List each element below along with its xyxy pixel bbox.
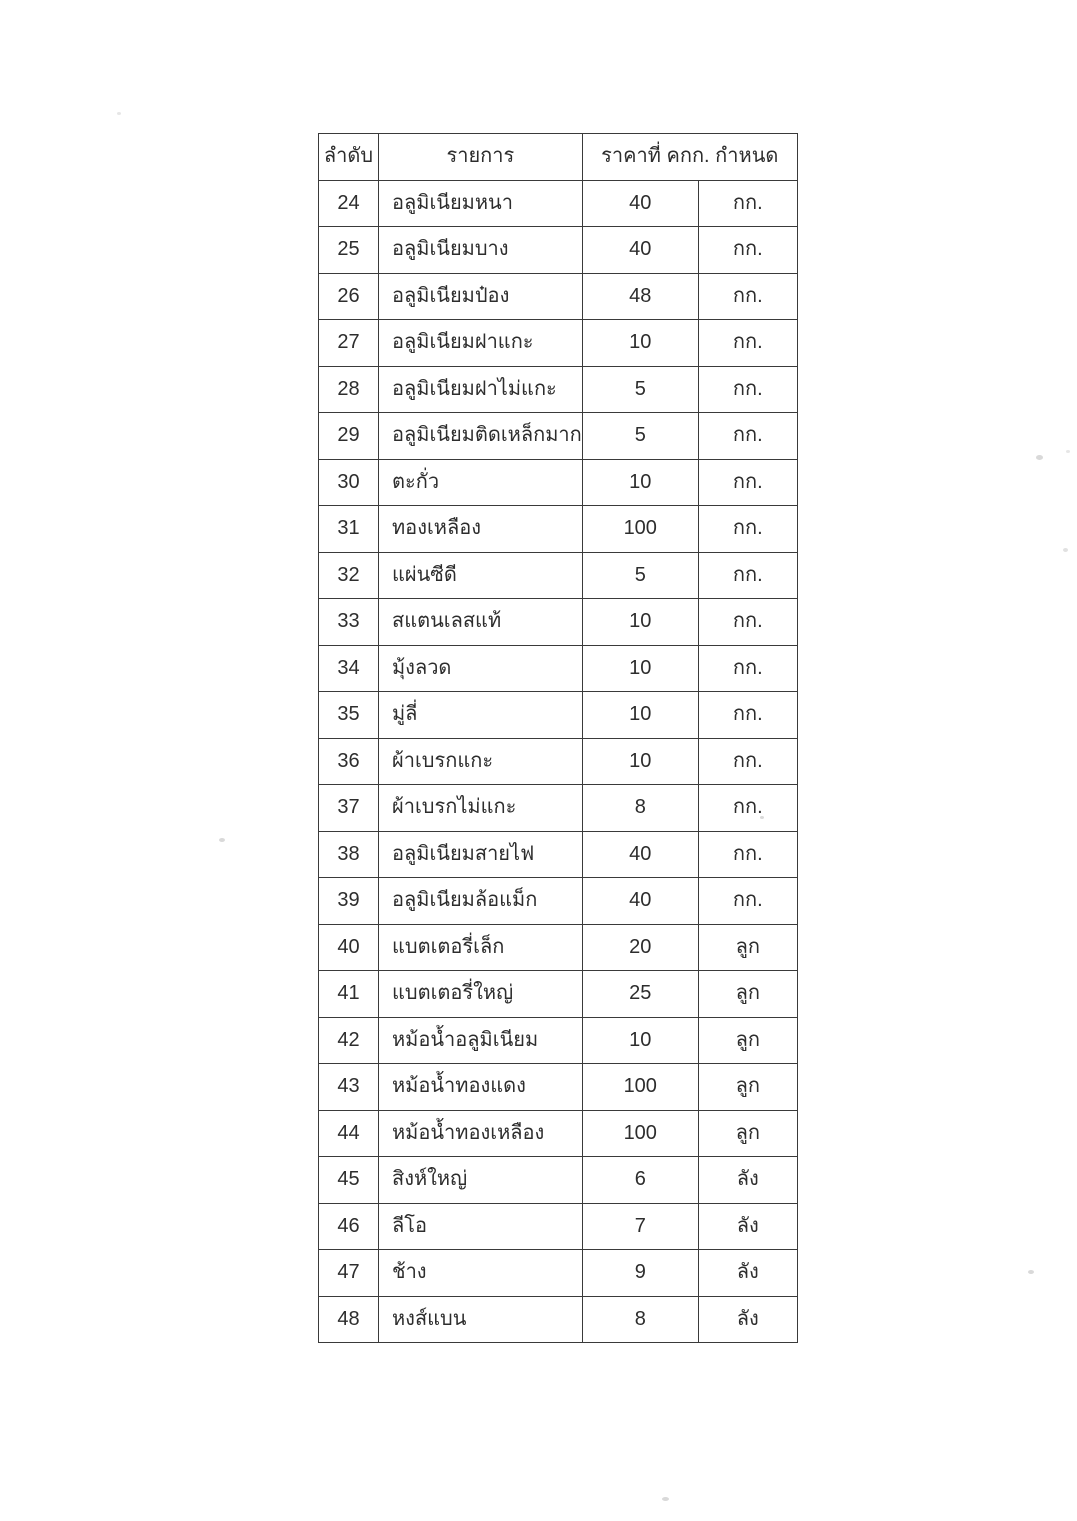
table-row	[319, 924, 798, 971]
item-name: ทองเหลือง	[379, 506, 583, 553]
scan-speck	[219, 838, 225, 842]
table-row	[319, 180, 798, 227]
row-number: 28	[319, 366, 379, 413]
item-price: 5	[582, 552, 698, 599]
item-price: 25	[582, 971, 698, 1018]
table-row	[319, 413, 798, 460]
scan-speck	[662, 1497, 669, 1501]
item-price: 10	[582, 692, 698, 739]
item-unit: กก.	[698, 692, 797, 739]
table-row	[319, 971, 798, 1018]
item-name: อลูมิเนียมบาง	[379, 227, 583, 274]
table-row	[319, 878, 798, 925]
table-row	[319, 785, 798, 832]
item-price: 100	[582, 1064, 698, 1111]
item-unit: กก.	[698, 273, 797, 320]
item-unit: ลูก	[698, 1064, 797, 1111]
item-price: 48	[582, 273, 698, 320]
item-name: แบตเตอรี่เล็ก	[379, 924, 583, 971]
item-price: 5	[582, 413, 698, 460]
item-name: อลูมิเนียมป๋อง	[379, 273, 583, 320]
item-price: 10	[582, 320, 698, 367]
item-price: 40	[582, 180, 698, 227]
item-name: อลูมิเนียมฝาไม่แกะ	[379, 366, 583, 413]
item-name: ตะกั่ว	[379, 459, 583, 506]
item-price: 100	[582, 1110, 698, 1157]
item-unit: กก.	[698, 785, 797, 832]
item-name: อลูมิเนียมติดเหล็กมาก	[379, 413, 583, 460]
item-name: ลีโอ	[379, 1203, 583, 1250]
item-unit: กก.	[698, 599, 797, 646]
row-number: 42	[319, 1017, 379, 1064]
item-name: สแตนเลสแท้	[379, 599, 583, 646]
row-number: 35	[319, 692, 379, 739]
table-row	[319, 738, 798, 785]
item-unit: ลัง	[698, 1157, 797, 1204]
item-unit: กก.	[698, 227, 797, 274]
table-row	[319, 831, 798, 878]
row-number: 48	[319, 1296, 379, 1343]
item-unit: กก.	[698, 320, 797, 367]
item-name: ช้าง	[379, 1250, 583, 1297]
item-unit: ลัง	[698, 1296, 797, 1343]
scan-speck	[1063, 548, 1068, 552]
item-name: อลูมิเนียมสายไฟ	[379, 831, 583, 878]
row-number: 29	[319, 413, 379, 460]
item-unit: กก.	[698, 878, 797, 925]
item-name: หงส์แบน	[379, 1296, 583, 1343]
scan-speck	[760, 816, 764, 819]
item-unit: กก.	[698, 180, 797, 227]
table-row	[319, 366, 798, 413]
row-number: 38	[319, 831, 379, 878]
item-price: 10	[582, 599, 698, 646]
item-name: มู่ลี่	[379, 692, 583, 739]
item-unit: กก.	[698, 506, 797, 553]
item-price: 10	[582, 645, 698, 692]
item-unit: กก.	[698, 459, 797, 506]
item-name: อลูมิเนียมฝาแกะ	[379, 320, 583, 367]
item-price: 100	[582, 506, 698, 553]
row-number: 26	[319, 273, 379, 320]
scan-speck	[1036, 455, 1043, 460]
table-row	[319, 320, 798, 367]
item-price: 40	[582, 831, 698, 878]
row-number: 24	[319, 180, 379, 227]
row-number: 43	[319, 1064, 379, 1111]
table-row	[319, 1110, 798, 1157]
item-unit: กก.	[698, 413, 797, 460]
item-unit: ลูก	[698, 1110, 797, 1157]
table-row	[319, 506, 798, 553]
item-name: หม้อน้ำทองเหลือง	[379, 1110, 583, 1157]
table-row	[319, 552, 798, 599]
item-price: 8	[582, 1296, 698, 1343]
item-price: 5	[582, 366, 698, 413]
item-unit: ลัง	[698, 1203, 797, 1250]
item-unit: กก.	[698, 645, 797, 692]
row-number: 27	[319, 320, 379, 367]
item-price: 8	[582, 785, 698, 832]
table-row	[319, 599, 798, 646]
item-name: มุ้งลวด	[379, 645, 583, 692]
row-number: 41	[319, 971, 379, 1018]
row-number: 39	[319, 878, 379, 925]
row-number: 46	[319, 1203, 379, 1250]
item-unit: กก.	[698, 831, 797, 878]
row-number: 34	[319, 645, 379, 692]
table-row	[319, 1203, 798, 1250]
item-name: ผ้าเบรกแกะ	[379, 738, 583, 785]
price-table	[318, 133, 798, 1343]
row-number: 40	[319, 924, 379, 971]
header-price: ราคาที่ คกก. กำหนด	[582, 134, 797, 181]
item-unit: กก.	[698, 552, 797, 599]
row-number: 37	[319, 785, 379, 832]
header-no: ลำดับ	[319, 134, 379, 181]
row-number: 45	[319, 1157, 379, 1204]
row-number: 36	[319, 738, 379, 785]
scan-speck	[1066, 450, 1070, 453]
table-row	[319, 1250, 798, 1297]
item-price: 7	[582, 1203, 698, 1250]
item-name: อลูมิเนียมหนา	[379, 180, 583, 227]
item-unit: กก.	[698, 366, 797, 413]
header-row	[319, 134, 798, 181]
item-name: แผ่นซีดี	[379, 552, 583, 599]
item-unit: ลูก	[698, 1017, 797, 1064]
header-item: รายการ	[379, 134, 583, 181]
table-row	[319, 1017, 798, 1064]
item-name: หม้อน้ำทองแดง	[379, 1064, 583, 1111]
item-unit: ลัง	[698, 1250, 797, 1297]
item-price: 40	[582, 227, 698, 274]
item-name: หม้อน้ำอลูมิเนียม	[379, 1017, 583, 1064]
table-row	[319, 273, 798, 320]
item-unit: ลูก	[698, 971, 797, 1018]
table-row	[319, 645, 798, 692]
row-number: 47	[319, 1250, 379, 1297]
table-row	[319, 1157, 798, 1204]
scan-speck	[117, 112, 121, 115]
item-price: 10	[582, 1017, 698, 1064]
row-number: 31	[319, 506, 379, 553]
item-unit: กก.	[698, 738, 797, 785]
row-number: 32	[319, 552, 379, 599]
table-row	[319, 1064, 798, 1111]
table-header	[319, 134, 798, 181]
item-name: อลูมิเนียมล้อแม็ก	[379, 878, 583, 925]
item-price: 40	[582, 878, 698, 925]
table-row	[319, 1296, 798, 1343]
item-unit: ลูก	[698, 924, 797, 971]
row-number: 44	[319, 1110, 379, 1157]
item-name: แบตเตอรี่ใหญ่	[379, 971, 583, 1018]
item-price: 10	[582, 459, 698, 506]
scan-speck	[1028, 1270, 1034, 1274]
item-price: 20	[582, 924, 698, 971]
row-number: 25	[319, 227, 379, 274]
item-name: สิงห์ใหญ่	[379, 1157, 583, 1204]
item-price: 6	[582, 1157, 698, 1204]
table-body	[319, 180, 798, 1343]
item-name: ผ้าเบรกไม่แกะ	[379, 785, 583, 832]
row-number: 30	[319, 459, 379, 506]
table-row	[319, 227, 798, 274]
item-price: 9	[582, 1250, 698, 1297]
item-price: 10	[582, 738, 698, 785]
table-row	[319, 459, 798, 506]
row-number: 33	[319, 599, 379, 646]
table-row	[319, 692, 798, 739]
